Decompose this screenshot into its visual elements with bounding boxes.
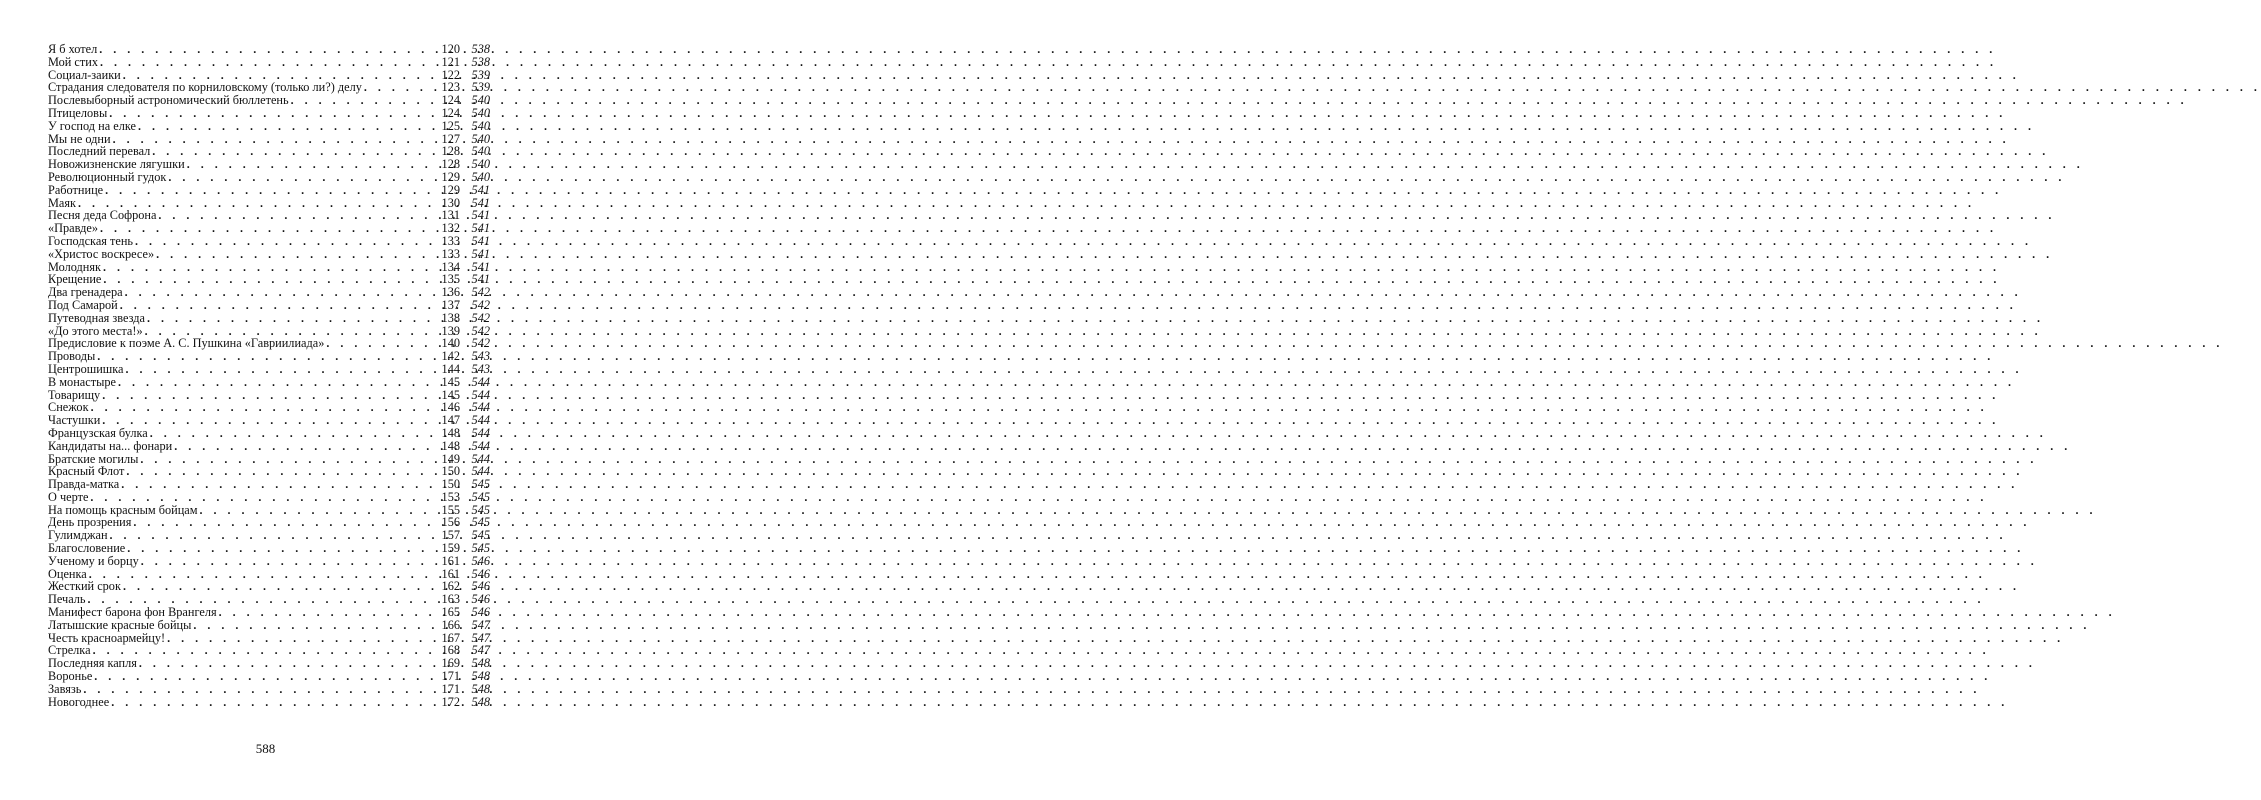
toc-entry-note-page: 547 — [471, 643, 490, 658]
toc-entry-page: 135 — [441, 272, 460, 287]
toc-entry-title: Кандидаты на... фонари — [48, 438, 173, 453]
toc-entry — [48, 184, 490, 197]
toc-entry-title: Оценка — [48, 566, 87, 581]
toc-entry-page: 150 — [441, 464, 460, 479]
toc-entry-note-page: 540 — [471, 144, 490, 159]
toc-entry-title: Воронье — [48, 669, 93, 684]
toc-entry-note-page: 542 — [471, 285, 490, 300]
toc-entry-note-page: 546 — [471, 553, 490, 568]
toc-entry-note-page: 545 — [471, 528, 490, 543]
toc-entry-title: Товарищу — [48, 387, 101, 402]
toc-entry-note-page: 545 — [471, 515, 490, 530]
toc-entry-page: 136 — [441, 285, 460, 300]
toc-entry-page: 145 — [441, 387, 460, 402]
toc-entry-page: 132 — [441, 221, 460, 236]
toc-entry-note-page: 538 — [471, 42, 490, 56]
toc-entry-title: Завязь — [48, 681, 82, 696]
toc-entry-page: 172 — [441, 694, 460, 709]
dot-leader — [168, 171, 430, 184]
toc-entry-page: 149 — [441, 451, 460, 466]
toc-entry-note-page: 541 — [471, 195, 490, 210]
toc-entry-page: 133 — [441, 233, 460, 248]
toc-entry-page: 140 — [441, 336, 460, 351]
toc-entry-note-page: 544 — [471, 374, 490, 389]
toc-entry-title: Революционный гудок — [48, 169, 167, 184]
toc-entry-title: У господ на елке — [48, 118, 136, 133]
table-of-contents — [48, 43, 490, 708]
toc-entry-title: Социал-заики — [48, 67, 121, 82]
toc-entry-note-page: 543 — [471, 349, 490, 364]
toc-entry-page: 171 — [441, 681, 460, 696]
toc-entry — [48, 696, 490, 709]
toc-entry-title: Последняя капля — [48, 656, 137, 671]
dot-leader — [126, 363, 430, 376]
toc-entry-note-page: 542 — [471, 323, 490, 338]
toc-entry — [48, 427, 490, 440]
toc-entry — [48, 43, 490, 56]
toc-entry-title: Латышские красные бойцы — [48, 617, 192, 632]
dot-leader — [141, 555, 430, 568]
toc-entry-note-page: 542 — [471, 336, 490, 351]
toc-entry-note-page: 541 — [471, 208, 490, 223]
toc-entry-page: 131 — [441, 208, 460, 223]
toc-entry-page: 162 — [441, 579, 460, 594]
toc-entry-page: 147 — [441, 413, 460, 428]
toc-entry-page: 124 — [441, 105, 460, 120]
dot-leader — [219, 606, 430, 619]
dot-leader — [121, 478, 430, 491]
toc-entry-title: Работнице — [48, 182, 104, 197]
toc-entry-title: Последний перевал — [48, 144, 151, 159]
toc-entry-title: Маяк — [48, 195, 77, 210]
toc-entry — [48, 171, 490, 184]
toc-entry-note-page: 542 — [471, 297, 490, 312]
toc-entry-title: Правда-матка — [48, 477, 120, 492]
toc-entry-page: 130 — [441, 195, 460, 210]
dot-leader — [94, 670, 430, 683]
toc-entry-note-page: 542 — [471, 310, 490, 325]
toc-entry-page: 128 — [441, 157, 460, 172]
toc-entry-title: Новожизненские лягушки — [48, 157, 185, 172]
toc-entry-note-page: 541 — [471, 272, 490, 287]
book-page — [0, 0, 531, 800]
toc-entry-note-page: 545 — [471, 489, 490, 504]
toc-entry-title: Снежок — [48, 400, 89, 415]
toc-entry-note-page: 541 — [471, 221, 490, 236]
toc-entry-note-page: 546 — [471, 579, 490, 594]
toc-entry-title: Страдания следователя по корниловскому (только ли?) делу — [48, 80, 362, 95]
toc-entry-page: 166 — [441, 617, 460, 632]
toc-entry — [48, 555, 490, 568]
toc-entry-page: 161 — [441, 553, 460, 568]
toc-entry-title: Я б хотел — [48, 42, 98, 56]
toc-entry-page: 169 — [441, 656, 460, 671]
toc-entry-page: 168 — [441, 643, 460, 658]
dot-leader — [100, 56, 430, 69]
page-number: 588 — [255, 741, 276, 756]
toc-entry-title: Братские могилы — [48, 451, 139, 466]
dot-leader — [111, 696, 430, 709]
toc-entry-title: Жесткий срок — [48, 579, 121, 594]
toc-entry-note-page: 541 — [471, 233, 490, 248]
toc-entry-page: 129 — [441, 169, 460, 184]
toc-entry-note-page: 545 — [471, 541, 490, 556]
dot-leader — [147, 312, 430, 325]
toc-entry-page: 139 — [441, 323, 460, 338]
toc-entry-page: 120 — [441, 42, 460, 56]
toc-entry — [48, 376, 490, 389]
toc-entry — [48, 235, 490, 248]
dot-leader — [150, 427, 430, 440]
toc-entry-page: 129 — [441, 182, 460, 197]
toc-entry-note-page: 545 — [471, 477, 490, 492]
toc-entry — [48, 56, 490, 69]
toc-entry-note-page: 540 — [471, 157, 490, 172]
toc-entry-note-page: 546 — [471, 605, 490, 620]
toc-entry-page: 163 — [441, 592, 460, 607]
toc-entry — [48, 363, 490, 376]
toc-entry-note-page: 547 — [471, 617, 490, 632]
dot-leader — [83, 683, 430, 696]
toc-entry-title: Под Самарой — [48, 297, 118, 312]
toc-entry-note-page: 546 — [471, 566, 490, 581]
toc-entry-title: День прозрения — [48, 515, 132, 530]
toc-entry-title: Новогоднее — [48, 694, 110, 709]
toc-entry-page: 127 — [441, 131, 460, 146]
toc-entry-note-page: 541 — [471, 246, 490, 261]
toc-entry-title: Благословение — [48, 541, 126, 556]
dot-leader — [90, 491, 430, 504]
toc-entry-note-page: 544 — [471, 464, 490, 479]
toc-entry-note-page: 544 — [471, 413, 490, 428]
toc-entry-note-page: 548 — [471, 669, 490, 684]
dot-leader — [118, 376, 430, 389]
dot-leader — [127, 542, 430, 555]
toc-entry-note-page: 545 — [471, 502, 490, 517]
dot-leader — [99, 43, 430, 56]
dot-leader — [120, 299, 430, 312]
toc-entry — [48, 312, 490, 325]
toc-entry-note-page: 546 — [471, 592, 490, 607]
toc-entry-page: 138 — [441, 310, 460, 325]
toc-entry-title: Песня деда Софрона — [48, 208, 157, 223]
dot-leader — [135, 235, 430, 248]
toc-entry — [48, 619, 490, 632]
toc-entry-note-page: 544 — [471, 451, 490, 466]
toc-entry-note-page: 543 — [471, 361, 490, 376]
toc-entry-title: Послевыборный астрономический бюллетень — [48, 93, 289, 108]
toc-entry-page: 157 — [441, 528, 460, 543]
toc-entry-title: Центрошишка — [48, 361, 124, 376]
toc-entry-title: На помощь красным бойцам — [48, 502, 198, 517]
toc-entry-title: Мой стих — [48, 54, 98, 69]
toc-entry-title: Ученому и борцу — [48, 553, 139, 568]
toc-entry-note-page: 540 — [471, 169, 490, 184]
toc-entry-title: Красный Флот — [48, 464, 125, 479]
toc-entry-title: Проводы — [48, 349, 96, 364]
toc-entry-note-page: 548 — [471, 694, 490, 709]
toc-entry-title: В монастыре — [48, 374, 116, 389]
toc-entry-note-page: 548 — [471, 656, 490, 671]
toc-entry — [48, 670, 490, 683]
toc-entry — [48, 542, 490, 555]
toc-entry-title: Путеводная звезда — [48, 310, 145, 325]
toc-entry-page: 159 — [441, 541, 460, 556]
toc-entry-title: Птицеловы — [48, 105, 108, 120]
toc-entry-note-page: 540 — [471, 105, 490, 120]
toc-entry-page: 167 — [441, 630, 460, 645]
toc-entry-page: 144 — [441, 361, 460, 376]
toc-entry-page: 123 — [441, 80, 460, 95]
toc-entry-title: «Христос воскресе» — [48, 246, 155, 261]
toc-entry-page: 146 — [441, 400, 460, 415]
toc-entry-page: 121 — [441, 54, 460, 69]
toc-entry-page: 128 — [441, 144, 460, 159]
toc-entry-page: 137 — [441, 297, 460, 312]
toc-entry-title: Предисловие к поэме А. С. Пушкина «Гавриилиада» — [48, 336, 325, 351]
dot-leader — [105, 184, 430, 197]
toc-entry-page: 156 — [441, 515, 460, 530]
toc-entry-page: 125 — [441, 118, 460, 133]
toc-entry-page: 148 — [441, 425, 460, 440]
toc-entry-note-page: 539 — [471, 67, 490, 82]
toc-entry — [48, 107, 490, 120]
toc-entry-title: Стрелка — [48, 643, 91, 658]
toc-entry — [48, 491, 490, 504]
toc-entry — [48, 414, 490, 427]
toc-entry-note-page: 547 — [471, 630, 490, 645]
toc-entry-page: 145 — [441, 374, 460, 389]
toc-entry — [48, 440, 490, 453]
toc-entry — [48, 120, 490, 133]
toc-entry-note-page: 544 — [471, 387, 490, 402]
toc-entry-title: Частушки — [48, 413, 101, 428]
toc-entry-title: О черте — [48, 489, 89, 504]
toc-entry-note-page: 544 — [471, 438, 490, 453]
toc-entry-page: 150 — [441, 477, 460, 492]
toc-entry-title: Мы не одни — [48, 131, 111, 146]
toc-entry-title: Честь красноармейцу! — [48, 630, 166, 645]
toc-entry-note-page: 541 — [471, 182, 490, 197]
toc-entry-page: 134 — [441, 259, 460, 274]
toc-entry-note-page: 540 — [471, 93, 490, 108]
toc-entry-title: «До этого места!» — [48, 323, 143, 338]
dot-leader — [102, 414, 430, 427]
toc-entry-note-page: 540 — [471, 118, 490, 133]
toc-entry-page: 165 — [441, 605, 460, 620]
toc-entry-title: Гулимджан — [48, 528, 108, 543]
toc-entry — [48, 248, 490, 261]
toc-entry — [48, 478, 490, 491]
toc-entry-title: Крещение — [48, 272, 102, 287]
toc-entry-page: 133 — [441, 246, 460, 261]
dot-leader — [193, 619, 430, 632]
toc-entry-title: Господская тень — [48, 233, 134, 248]
toc-entry-note-page: 538 — [471, 54, 490, 69]
toc-entry-note-page: 539 — [471, 80, 490, 95]
dot-leader — [109, 107, 430, 120]
dot-leader — [156, 248, 430, 261]
toc-entry-page: 142 — [441, 349, 460, 364]
toc-entry — [48, 350, 490, 363]
toc-entry-title: Молодняк — [48, 259, 102, 274]
toc-entry-page: 155 — [441, 502, 460, 517]
toc-entry-title: Французская булка — [48, 425, 148, 440]
toc-entry-title: Два гренадера — [48, 285, 123, 300]
toc-entry — [48, 606, 490, 619]
toc-entry-title: Манифест барона фон Врангеля — [48, 605, 217, 620]
toc-entry-title: «Правде» — [48, 221, 98, 236]
dot-leader — [138, 120, 430, 133]
dot-leader — [97, 350, 430, 363]
toc-entry-page: 161 — [441, 566, 460, 581]
dot-leader — [174, 440, 430, 453]
toc-entry-note-page: 548 — [471, 681, 490, 696]
toc-entry-page: 148 — [441, 438, 460, 453]
toc-entry-note-page: 541 — [471, 259, 490, 274]
toc-entry-page: 153 — [441, 489, 460, 504]
toc-entry — [48, 683, 490, 696]
toc-entry-page: 124 — [441, 93, 460, 108]
toc-entry-note-page: 540 — [471, 131, 490, 146]
toc-entry-title: Печаль — [48, 592, 86, 607]
toc-entry-note-page: 544 — [471, 425, 490, 440]
toc-entry-page: 171 — [441, 669, 460, 684]
toc-entry-page: 122 — [441, 67, 460, 82]
toc-entry-note-page: 544 — [471, 400, 490, 415]
toc-entry — [48, 299, 490, 312]
